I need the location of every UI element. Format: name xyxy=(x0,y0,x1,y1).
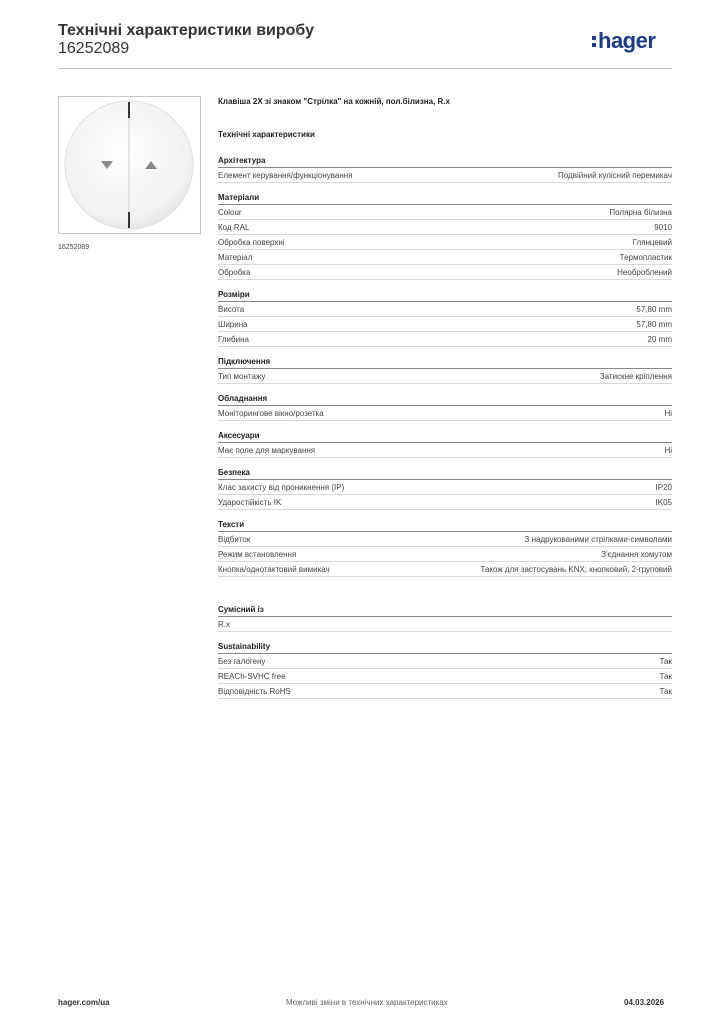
spec-value: Також для застосувань KNX; кнопковий, 2-груповий xyxy=(480,564,672,574)
section-accessories xyxy=(218,431,672,458)
section-materials xyxy=(218,193,672,280)
spec-row xyxy=(218,443,672,458)
spec-value: 20 mm xyxy=(647,334,672,344)
spec-value: 9010 xyxy=(654,222,672,232)
spec-label: Моніторингове вікно/розетка xyxy=(218,408,324,418)
spec-label: REACh-SVHC free xyxy=(218,671,286,681)
spec-row xyxy=(218,617,672,632)
product-number: 16252089 xyxy=(58,40,130,57)
product-title: Клавіша 2X зі знаком "Стрілка" на кожній, пол.білизна, R.x xyxy=(218,97,450,106)
spec-row xyxy=(218,547,672,562)
spec-value: Подвійний кулісний перемикач xyxy=(558,170,672,180)
footer-website-link[interactable]: hager.com/ua xyxy=(58,998,110,1007)
section-connection xyxy=(218,357,672,384)
spec-row xyxy=(218,235,672,250)
spec-label: Colour xyxy=(218,207,242,217)
spec-row xyxy=(218,669,672,684)
spec-value: Необроблений xyxy=(617,267,672,277)
spec-label: Відповідність RoHS xyxy=(218,686,291,696)
spec-label: Режим встановлення xyxy=(218,549,297,559)
bottom-notch xyxy=(128,212,130,228)
spec-value: 57,80 mm xyxy=(636,319,672,329)
section-texts xyxy=(218,520,672,577)
section-equipment xyxy=(218,394,672,421)
spec-label: Без галогену xyxy=(218,656,266,666)
section-title: Підключення xyxy=(218,357,672,369)
section-compatible xyxy=(218,605,672,632)
spec-value: Так xyxy=(659,671,672,681)
spec-value: Так xyxy=(659,656,672,666)
spec-label: Ширина xyxy=(218,319,248,329)
spec-value: IP20 xyxy=(655,482,672,492)
spec-row xyxy=(218,265,672,280)
spec-label: Висота xyxy=(218,304,245,314)
spec-label: Обробка xyxy=(218,267,251,277)
spec-row xyxy=(218,220,672,235)
spec-row xyxy=(218,317,672,332)
spec-label: Кнопка/однотактовий вимикач xyxy=(218,564,330,574)
spec-label: Код RAL xyxy=(218,222,250,232)
spec-value: З надрукованими стрілками-символами xyxy=(524,534,672,544)
footer-notice: Можливі зміни в технічних характеристиках xyxy=(286,998,448,1007)
section-title: Розміри xyxy=(218,290,672,302)
spec-row xyxy=(218,332,672,347)
section-title: Sustainability xyxy=(218,642,672,654)
spec-label: Матеріал xyxy=(218,252,253,262)
spec-value: Термопластик xyxy=(619,252,672,262)
spec-row xyxy=(218,654,672,669)
spec-label: Елемент керування/функціонування xyxy=(218,170,353,180)
logo-colon-mark xyxy=(592,32,596,50)
section-title: Архітектура xyxy=(218,156,672,168)
spec-row xyxy=(218,369,672,384)
product-image xyxy=(59,97,200,233)
page-title: Технічні характеристики виробу xyxy=(58,22,314,39)
header-divider xyxy=(58,68,672,69)
section-title: Матеріали xyxy=(218,193,672,205)
spec-label: Обробка поверхні xyxy=(218,237,285,247)
spec-value: 57,80 mm xyxy=(636,304,672,314)
spec-label: R.x xyxy=(218,619,230,629)
spec-value: Затискне кріплення xyxy=(599,371,672,381)
spec-value: Так xyxy=(659,686,672,696)
section-title: Тексти xyxy=(218,520,672,532)
section-title: Обладнання xyxy=(218,394,672,406)
image-caption-code: 16252089 xyxy=(58,244,90,251)
footer-date: 04.03.2026 xyxy=(624,998,665,1007)
spec-label: Клас захисту від проникнення (IP) xyxy=(218,482,345,492)
spec-label: Глибина xyxy=(218,334,249,344)
spec-value: З'єднання хомутом xyxy=(601,549,672,559)
spec-value: Глянцевий xyxy=(632,237,672,247)
spec-sections xyxy=(218,156,672,709)
spec-row xyxy=(218,562,672,577)
section-title: Сумісний із xyxy=(218,605,672,617)
section-title: Безпека xyxy=(218,468,672,480)
spec-value: Ні xyxy=(664,445,672,455)
spec-row xyxy=(218,532,672,547)
spec-value: IK05 xyxy=(655,497,672,507)
spec-row xyxy=(218,205,672,220)
spec-row xyxy=(218,302,672,317)
spec-value: Полярна білизна xyxy=(609,207,672,217)
spec-row xyxy=(218,684,672,699)
spec-row xyxy=(218,168,672,183)
spec-label: Ударостійкість IK xyxy=(218,497,282,507)
product-image-frame xyxy=(58,96,201,234)
section-safety xyxy=(218,468,672,510)
section-sustainability xyxy=(218,642,672,699)
spec-row xyxy=(218,480,672,495)
top-notch xyxy=(128,102,130,118)
section-architecture xyxy=(218,156,672,183)
logo-text: hager xyxy=(598,28,656,53)
section-dimensions xyxy=(218,290,672,347)
hager-logo[interactable] xyxy=(592,28,676,54)
spec-row xyxy=(218,495,672,510)
section-title: Аксесуари xyxy=(218,431,672,443)
spec-label: Має поле для маркування xyxy=(218,445,316,455)
spec-value: Ні xyxy=(664,408,672,418)
spec-label: Тип монтажу xyxy=(218,371,266,381)
spec-row xyxy=(218,406,672,421)
specs-heading: Технічні характеристики xyxy=(218,130,315,139)
spec-row xyxy=(218,250,672,265)
spec-label: Відбиток xyxy=(218,534,251,544)
